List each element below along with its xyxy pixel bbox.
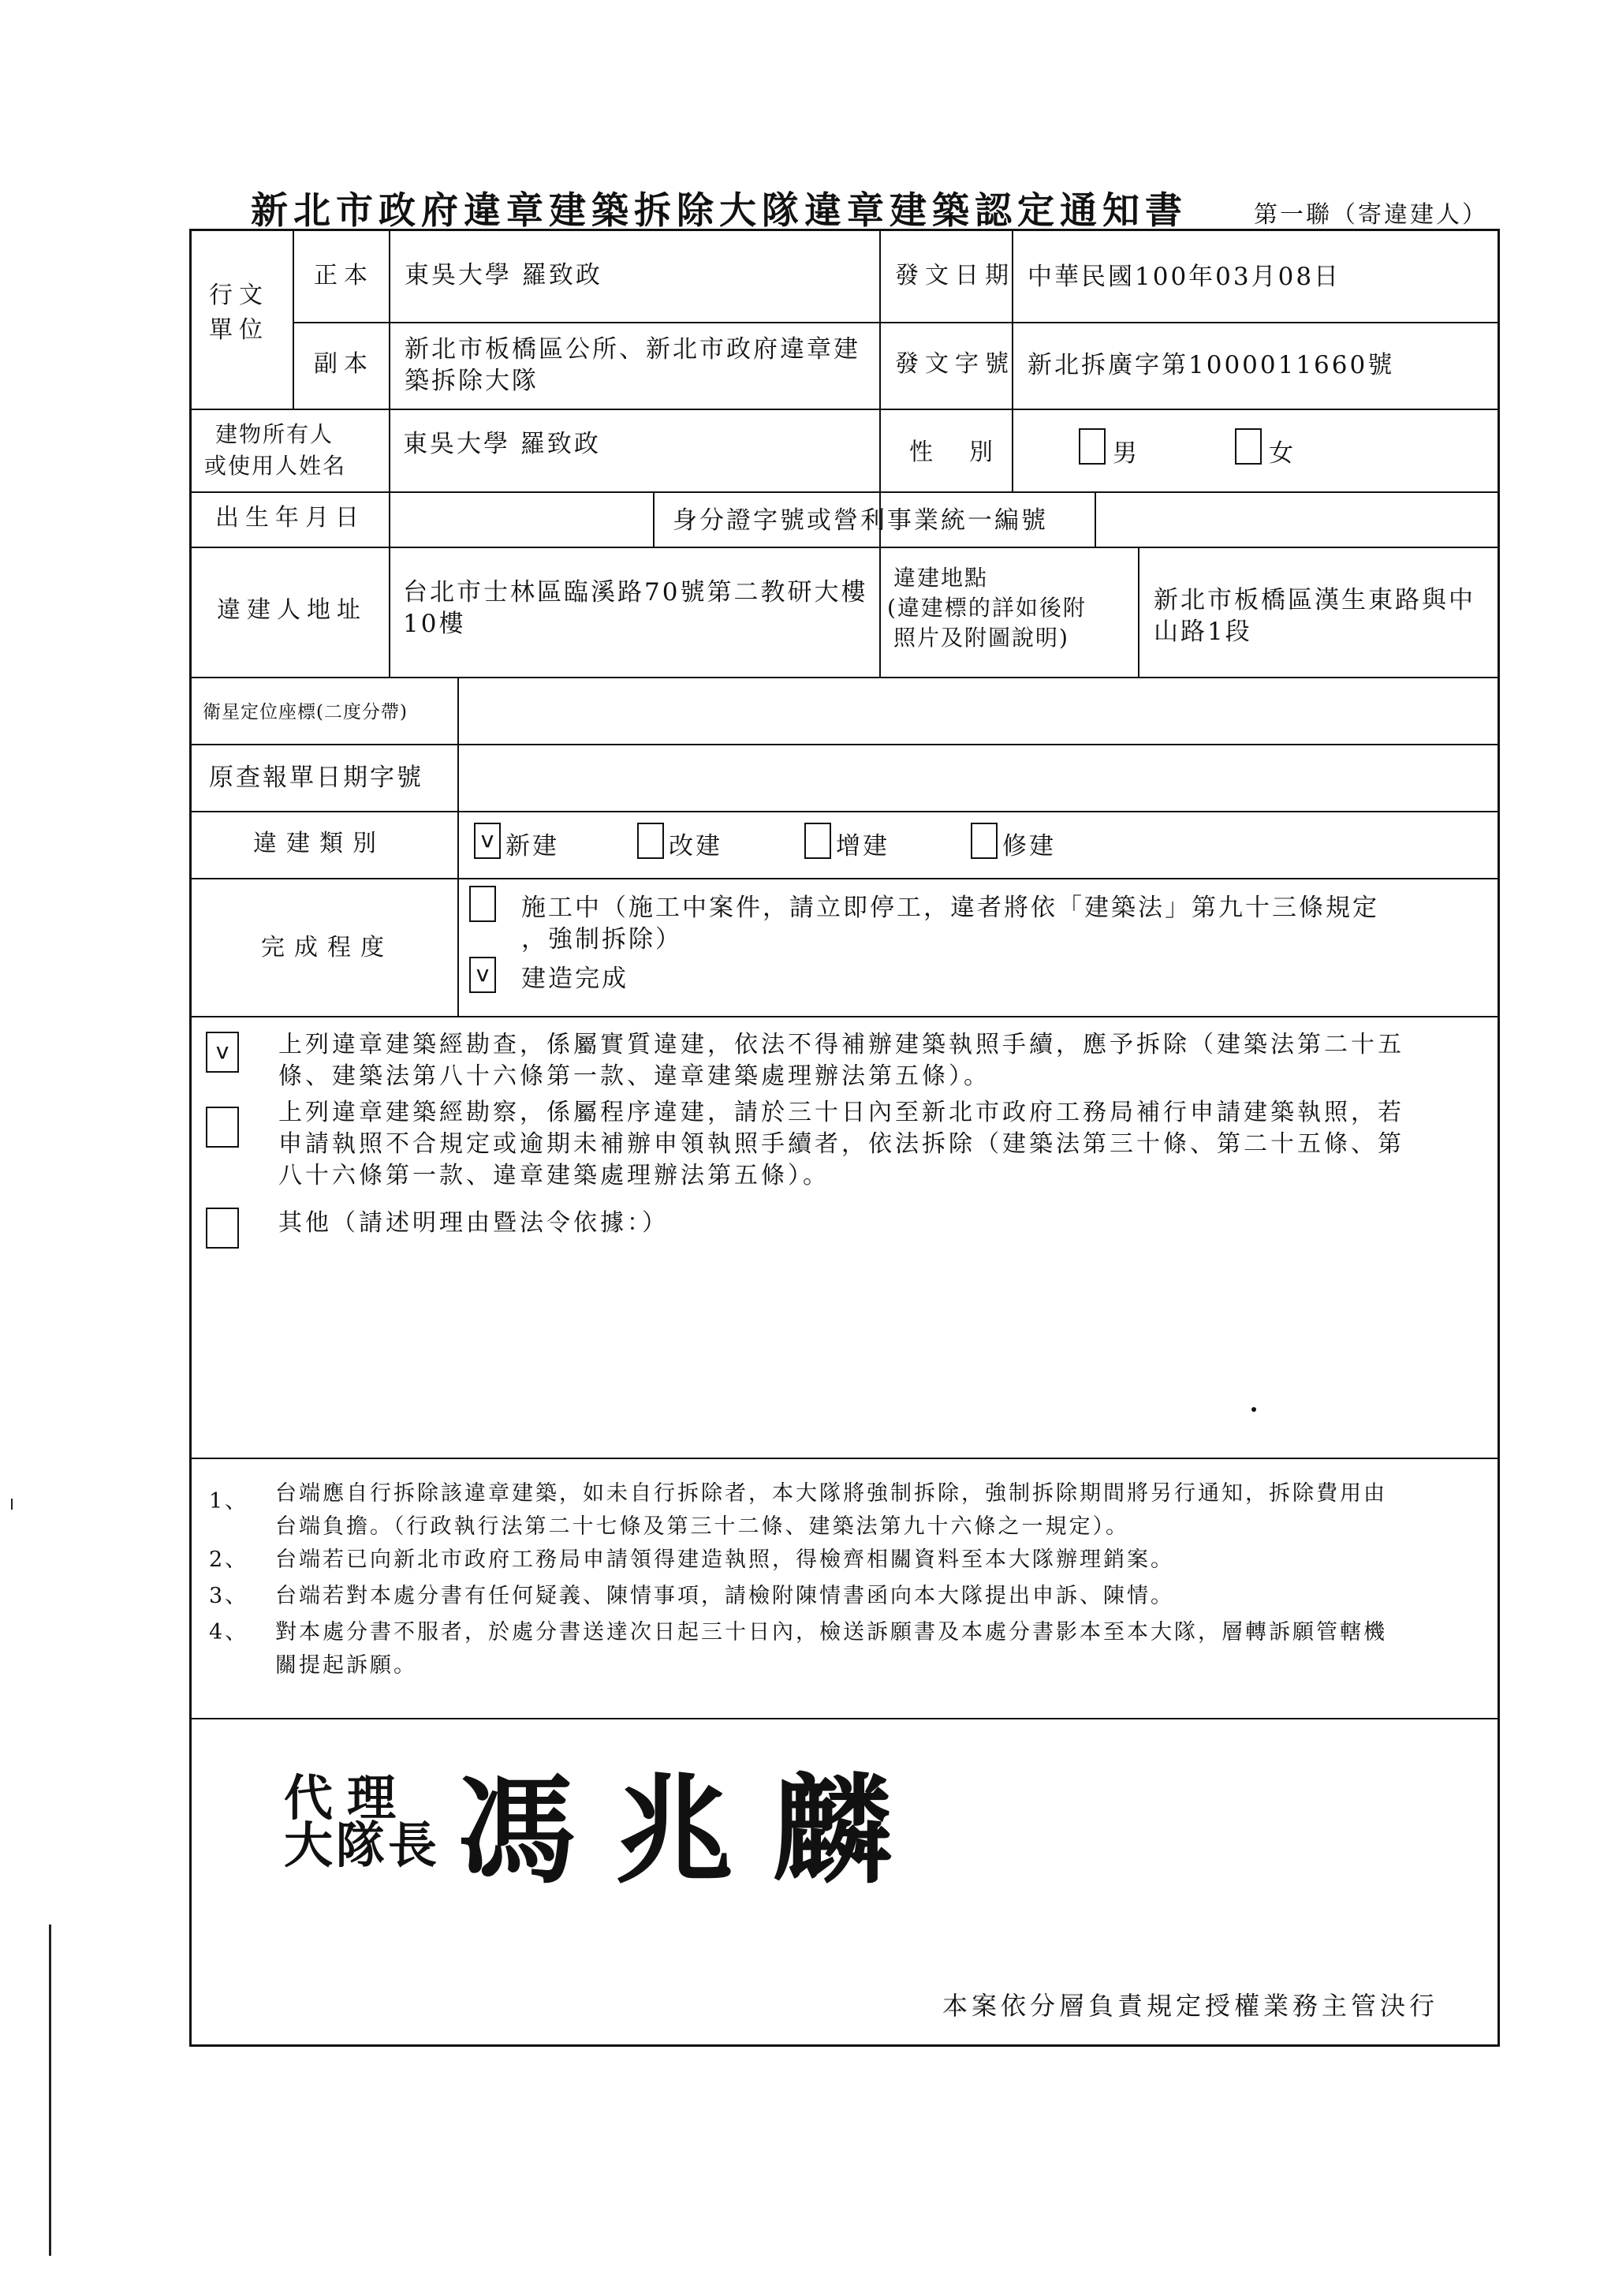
issue-date-label: 發文日期 bbox=[895, 262, 1015, 289]
finding-procedural-line3: 八十六條第一款、違章建築處理辦法第五條）。 bbox=[278, 1162, 830, 1189]
in-progress-line1: 施工中（施工中案件，請立即停工，違者將依「建築法」第九十三條規定 bbox=[521, 894, 1379, 922]
birth-label: 出生年月日 bbox=[215, 504, 365, 532]
grid-line bbox=[192, 1718, 1499, 1719]
finding-checkbox-procedural[interactable] bbox=[206, 1107, 239, 1148]
category-option-new: 新建 bbox=[505, 832, 559, 861]
note-line: 對本處分書不服者，於處分書送達次日起三十日內，檢送訴願書及本處分書影本至本大隊，層轉訴願管轄機 bbox=[275, 1620, 1387, 1645]
grid-line bbox=[293, 231, 294, 409]
grid-line bbox=[192, 491, 1499, 493]
issue-date-value: 中華民國100年03月08日 bbox=[1028, 263, 1341, 291]
cc-value-line1: 新北市板橋區公所、新北市政府違章建 bbox=[405, 335, 860, 364]
completed-text: 建造完成 bbox=[521, 965, 628, 993]
grid-line bbox=[1138, 547, 1139, 677]
authorization-note: 本案依分層負責規定授權業務主管決行 bbox=[942, 1991, 1439, 2021]
cc-value-line2: 築拆除大隊 bbox=[405, 367, 539, 395]
location-value-line2: 山路1段 bbox=[1154, 618, 1252, 646]
note-number: 1、 bbox=[209, 1489, 249, 1514]
owner-label-line1: 建物所有人 bbox=[215, 421, 334, 447]
address-value-line2: 10樓 bbox=[403, 610, 466, 638]
category-checkbox-extend[interactable] bbox=[804, 823, 831, 859]
grid-line bbox=[192, 547, 1499, 548]
note-number: 2、 bbox=[209, 1547, 249, 1572]
in-progress-checkbox[interactable] bbox=[469, 886, 496, 922]
grid-line bbox=[653, 491, 655, 547]
note-number: 4、 bbox=[209, 1620, 249, 1645]
grid-line bbox=[879, 547, 881, 677]
category-option-repair: 修建 bbox=[1002, 832, 1056, 861]
document-title: 新北市政府違章建築拆除大隊違章建築認定通知書 bbox=[251, 189, 1188, 233]
finding-checkbox-substantive[interactable]: v bbox=[206, 1032, 239, 1073]
note-line: 台端若對本處分書有任何疑義、陳情事項，請檢附陳情書函向本大隊提出申訴、陳情。 bbox=[275, 1584, 1174, 1608]
category-checkbox-repair[interactable] bbox=[971, 823, 998, 859]
grid-line bbox=[192, 409, 1499, 410]
grid-line bbox=[879, 231, 881, 547]
scan-dot bbox=[1251, 1407, 1256, 1412]
grid-line bbox=[192, 811, 1499, 812]
signature-name: 馮兆麟 bbox=[457, 1761, 931, 1900]
category-option-extend: 增建 bbox=[836, 832, 890, 861]
primary-value: 東吳大學 羅致政 bbox=[405, 261, 602, 289]
finding-procedural-line1: 上列違章建築經勘察，係屬程序違建，請於三十日內至新北市政府工務局補行申請建築執照，若 bbox=[278, 1099, 1404, 1126]
finding-substantive-line2: 條、建築法第八十六條第一款、違章建築處理辦法第五條）。 bbox=[278, 1062, 990, 1090]
male-label: 男 bbox=[1113, 439, 1139, 468]
grid-line bbox=[192, 744, 1499, 745]
category-checkbox-new[interactable]: v bbox=[474, 823, 501, 859]
finding-other-line1: 其他（請述明理由暨法令依據：） bbox=[278, 1209, 669, 1237]
id-number-label: 身分證字號或營利事業統一編號 bbox=[673, 506, 1048, 535]
in-progress-line2: ，強制拆除） bbox=[521, 925, 682, 954]
signature-title-line1: 代理 bbox=[284, 1769, 411, 1827]
note-line: 關提起訴願。 bbox=[275, 1653, 417, 1678]
note-number: 3、 bbox=[209, 1584, 249, 1608]
location-label-line3: 照片及附圖說明) bbox=[893, 625, 1069, 651]
doc-number-label: 發文字號 bbox=[895, 350, 1015, 378]
note-line: 台端負擔。（行政執行法第二十七條及第三十二條、建築法第九十六條之一規定）。 bbox=[275, 1514, 1129, 1539]
finding-substantive-line1: 上列違章建築經勘查，係屬實質違建，依法不得補辦建築執照手續，應予拆除（建築法第二十五 bbox=[278, 1031, 1404, 1058]
copy-note: 第一聯（寄違建人） bbox=[1254, 201, 1488, 229]
female-checkbox[interactable] bbox=[1235, 428, 1262, 465]
owner-label-line2: 或使用人姓名 bbox=[204, 453, 347, 479]
grid-line bbox=[192, 1458, 1499, 1459]
note-line: 台端應自行拆除該違章建築，如未自行拆除者，本大隊將強制拆除，強制拆除期間將另行通知，拆除費用由 bbox=[275, 1481, 1387, 1506]
scan-edge-line bbox=[49, 1925, 51, 2256]
grid-line bbox=[192, 878, 1499, 879]
note-line: 台端若已向新北市政府工務局申請領得建造執照，得檢齊相關資料至本大隊辦理銷案。 bbox=[275, 1547, 1174, 1572]
completed-checkbox[interactable]: v bbox=[469, 957, 496, 993]
grid-line bbox=[1095, 491, 1096, 547]
finding-procedural-line2: 申請執照不合規定或逾期未補辦申領執照手續者，依法拆除（建築法第三十條、第二十五條、第 bbox=[278, 1130, 1404, 1158]
category-checkbox-alter[interactable] bbox=[637, 823, 664, 859]
owner-value: 東吳大學 羅致政 bbox=[403, 430, 601, 458]
finding-checkbox-other[interactable] bbox=[206, 1208, 239, 1249]
grid-line bbox=[389, 231, 390, 677]
gender-label: 性 別 bbox=[909, 439, 999, 466]
location-label-line2: (違建標的詳如後附 bbox=[887, 595, 1087, 621]
female-label: 女 bbox=[1269, 439, 1296, 468]
doc-number-value: 新北拆廣字第1000011660號 bbox=[1028, 351, 1395, 379]
completion-label: 完成程度 bbox=[261, 934, 393, 961]
report-ref-label: 原查報單日期字號 bbox=[209, 763, 423, 792]
category-label: 違建類別 bbox=[253, 830, 386, 857]
grid-line bbox=[457, 677, 459, 1016]
primary-label: 正本 bbox=[314, 262, 374, 289]
cc-label: 副本 bbox=[314, 350, 374, 378]
scan-edge-line bbox=[11, 1499, 13, 1510]
gps-label: 衛星定位座標(二度分帶) bbox=[203, 702, 408, 722]
category-option-alter: 改建 bbox=[669, 832, 722, 861]
grid-line bbox=[192, 1016, 1499, 1017]
grid-line bbox=[293, 322, 1499, 323]
issuing-unit-label: 行文單位 bbox=[209, 282, 269, 344]
address-label: 違建人地址 bbox=[217, 596, 367, 624]
location-label-line1: 違建地點 bbox=[893, 565, 989, 591]
location-value-line1: 新北市板橋區漢生東路與中 bbox=[1154, 586, 1475, 614]
male-checkbox[interactable] bbox=[1079, 428, 1106, 465]
grid-line bbox=[192, 677, 1499, 678]
address-value-line1: 台北市士林區臨溪路70號第二教研大樓 bbox=[403, 578, 868, 607]
signature-title-line2: 大隊長 bbox=[284, 1816, 441, 1874]
